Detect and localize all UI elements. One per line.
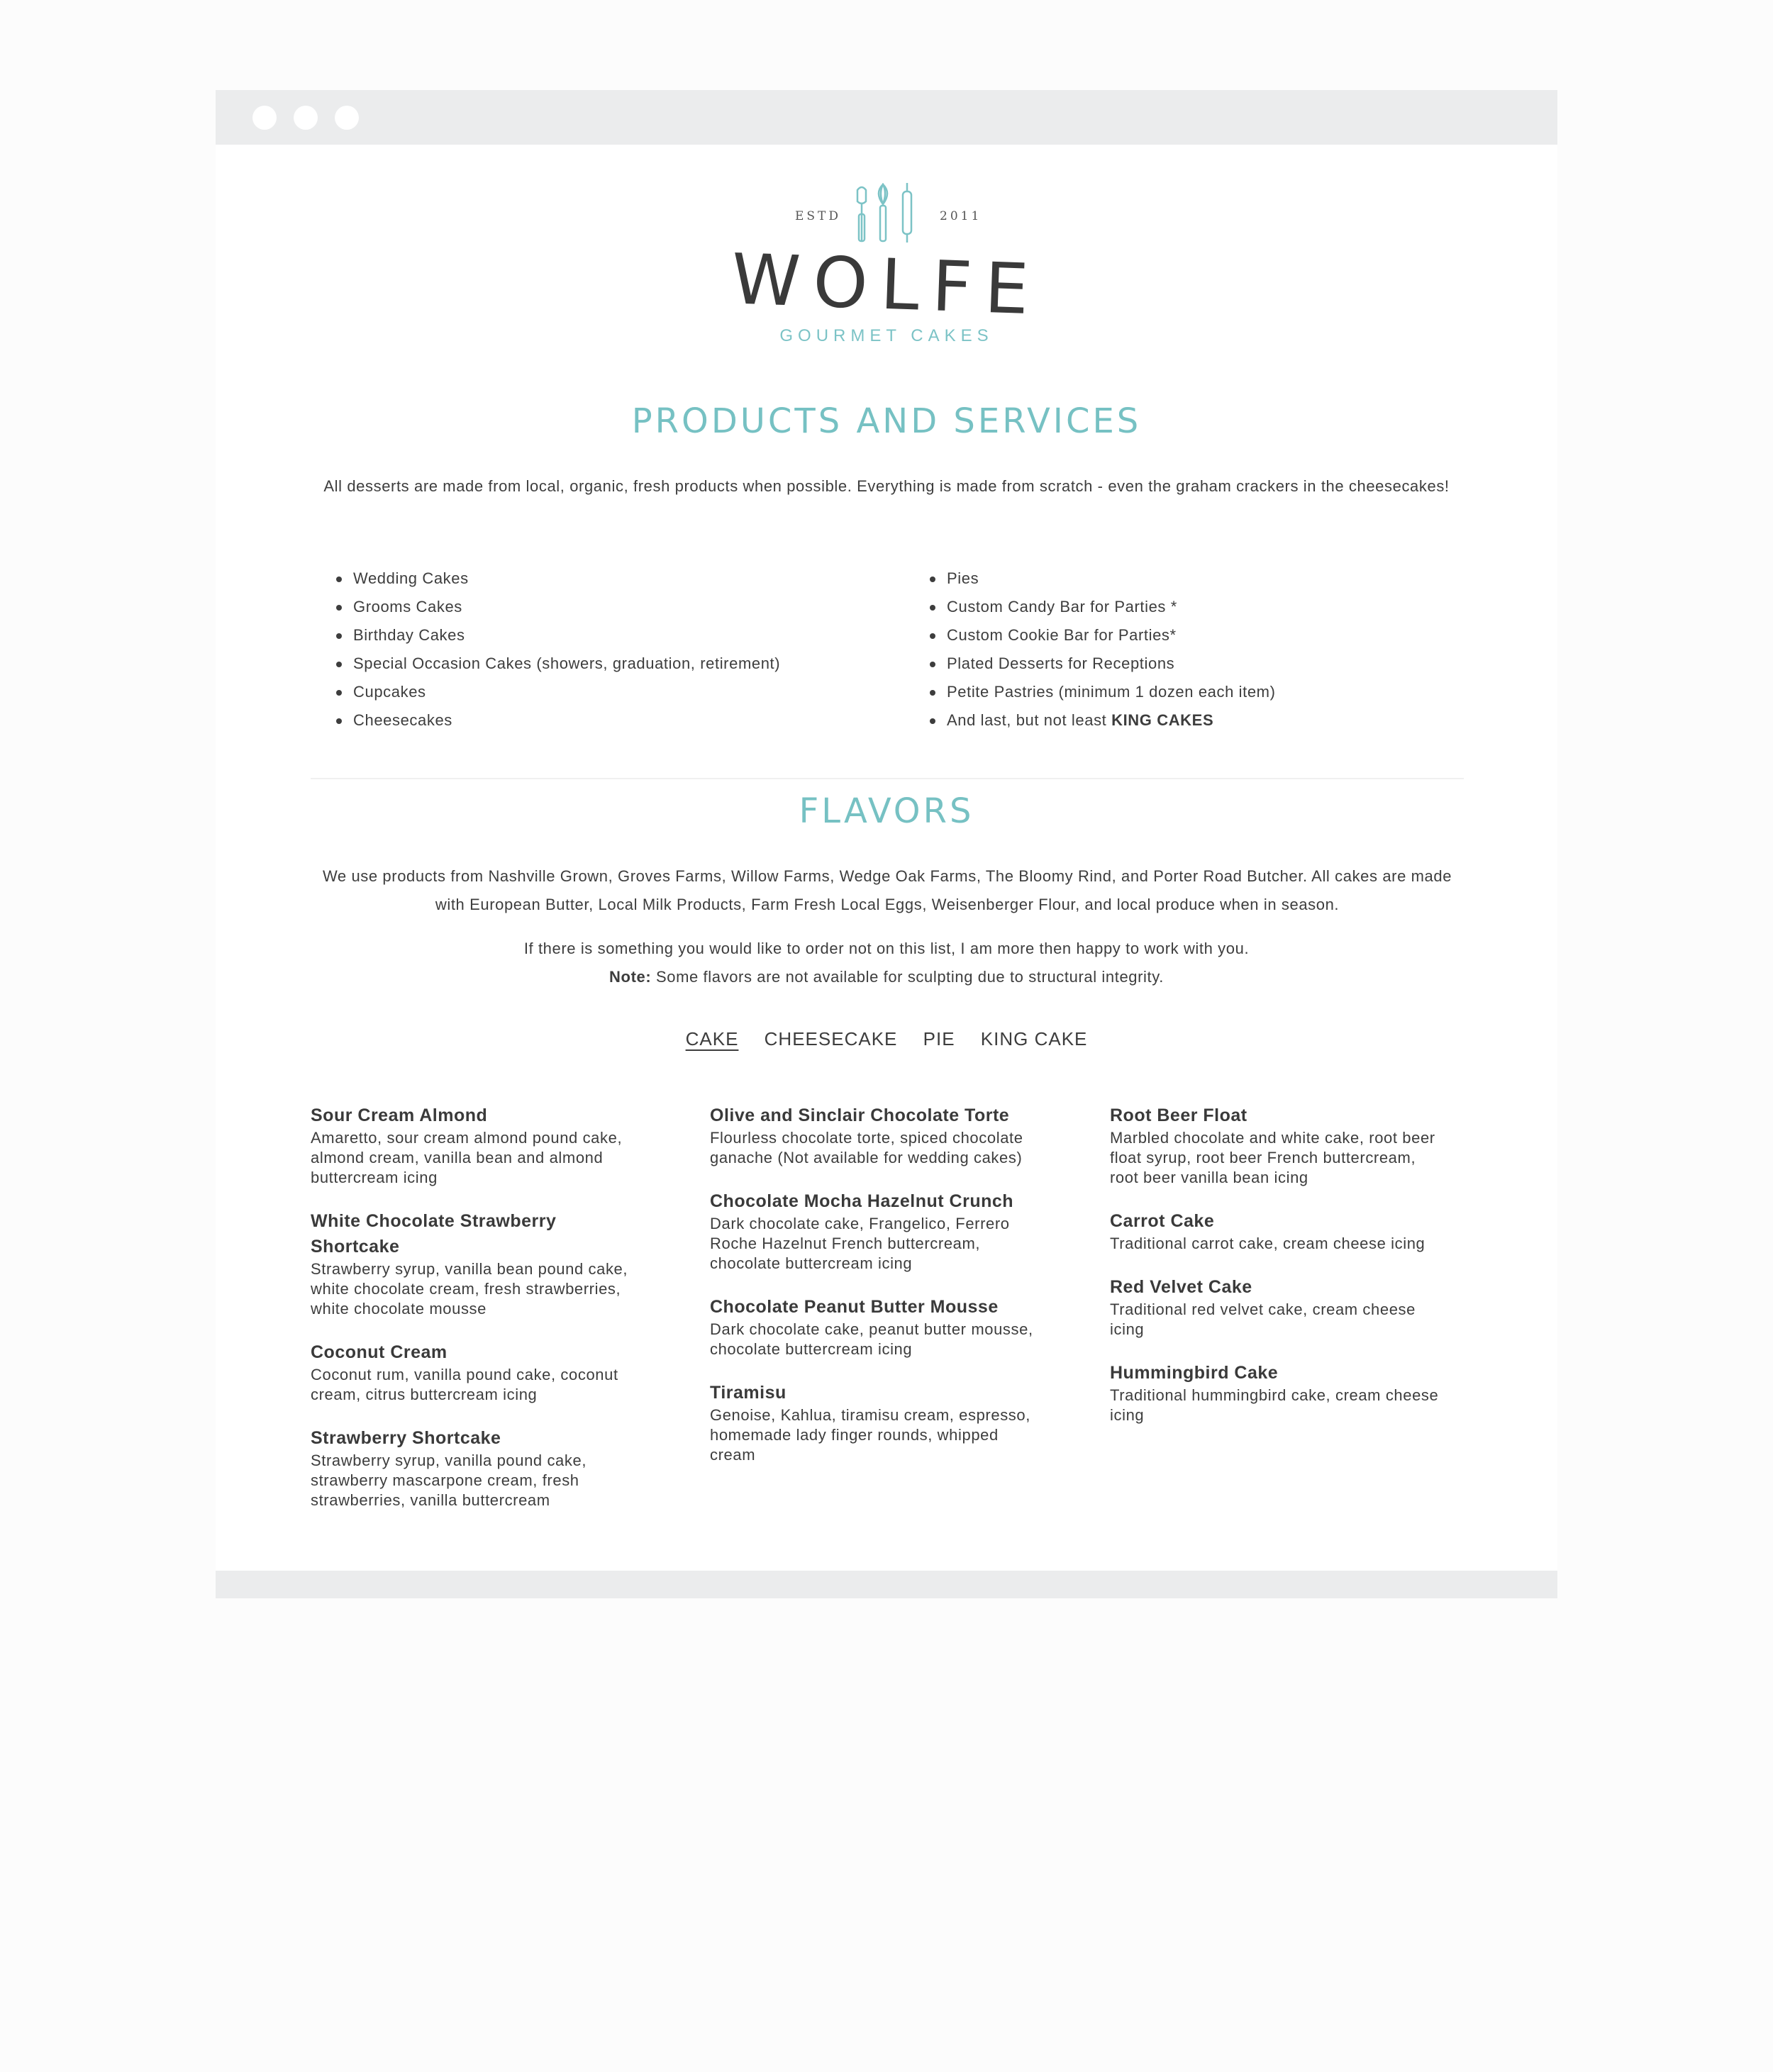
flavor-item (710, 1380, 1043, 1465)
flavor-column-3 (1110, 1103, 1443, 1446)
note-text: Some flavors are not available for sculpting due to structural integrity. (651, 968, 1164, 986)
section-divider (311, 778, 1464, 779)
flavor-column-2 (710, 1103, 1043, 1486)
list-item: Cupcakes (335, 678, 831, 706)
flavor-name: Red Velvet Cake (1110, 1277, 1252, 1297)
list-item: Petite Pastries (minimum 1 dozen each item) (928, 678, 1425, 706)
flavor-item (1110, 1103, 1443, 1188)
tab-pie[interactable]: PIE (923, 1028, 955, 1049)
flavor-name: Coconut Cream (311, 1342, 448, 1362)
flavor-desc: Traditional carrot cake, cream cheese icing (1110, 1235, 1425, 1252)
tab-cheesecake[interactable]: CHEESECAKE (764, 1028, 898, 1049)
list-item: Grooms Cakes (335, 593, 831, 621)
logo-estd: ESTD (795, 209, 842, 223)
flavor-desc: Strawberry syrup, vanilla pound cake, strawberry mascarpone cream, fresh strawberries, vanilla buttercream (311, 1452, 587, 1509)
flavor-item (1110, 1208, 1443, 1254)
list-item: Pies (928, 564, 1425, 593)
flavor-desc: Marbled chocolate and white cake, root beer float syrup, root beer French buttercream, root beer vanilla bean icing (1110, 1129, 1435, 1186)
flavor-desc: Strawberry syrup, vanilla bean pound cake, white chocolate cream, fresh strawberries, white chocolate mousse (311, 1260, 628, 1318)
flavor-item (1110, 1360, 1443, 1425)
flavor-item (710, 1294, 1043, 1359)
flavor-name: Chocolate Peanut Butter Mousse (710, 1297, 999, 1317)
logo-tagline: GOURMET CAKES (779, 326, 994, 345)
flavor-item (311, 1208, 644, 1319)
list-item-king-cakes (928, 706, 1425, 735)
window-close-dot[interactable] (252, 106, 277, 130)
logo-year: 2011 (940, 209, 982, 223)
flavor-item (1110, 1274, 1443, 1339)
tab-king-cake[interactable]: KING CAKE (980, 1028, 1088, 1049)
flavor-desc: Traditional red velvet cake, cream cheese icing (1110, 1300, 1416, 1338)
window-maximize-dot[interactable] (335, 106, 359, 130)
flavor-name: Hummingbird Cake (1110, 1363, 1279, 1383)
flavor-name: Carrot Cake (1110, 1211, 1215, 1231)
flavors-note (305, 963, 1468, 991)
king-cakes-prefix: And last, but not least (947, 711, 1112, 729)
flavor-name: Strawberry Shortcake (311, 1428, 501, 1448)
flavor-desc: Amaretto, sour cream almond pound cake, almond cream, vanilla bean and almond buttercream icing (311, 1129, 623, 1186)
logo-wordmark: WOLFE (730, 239, 1043, 331)
flavor-column-1 (311, 1103, 644, 1531)
flavor-item (710, 1103, 1043, 1168)
flavor-desc: Dark chocolate cake, Frangelico, Ferrero Roche Hazelnut French buttercream, chocolate buttercream icing (710, 1215, 1010, 1272)
list-item: Birthday Cakes (335, 621, 831, 650)
products-title: PRODUCTS AND SERVICES (631, 401, 1142, 441)
list-item: Custom Cookie Bar for Parties* (928, 621, 1425, 650)
flavor-desc: Traditional hummingbird cake, cream cheese icing (1110, 1386, 1439, 1424)
flavor-item (710, 1188, 1043, 1274)
flavor-name: Root Beer Float (1110, 1105, 1247, 1125)
flavors-custom-note: If there is something you would like to order not on this list, I am more then happy to work with you. (523, 940, 1250, 957)
flavors-intro: We use products from Nashville Grown, Groves Farms, Willow Farms, Wedge Oak Farms, The Bloomy Rind, and Porter Road Butcher. All cakes are made with European Butter, Local Milk Products, Farm Fresh Local Eggs, Weisenberger Flour, and local produce when in season. (322, 867, 1452, 913)
products-intro: All desserts are made from local, organic, fresh products when possible. Everything is made from scratch - even the graham crackers in the cheesecakes! (323, 477, 1450, 495)
flavor-item (311, 1103, 644, 1188)
window-minimize-dot[interactable] (294, 106, 318, 130)
flavor-desc: Coconut rum, vanilla pound cake, coconut cream, citrus buttercream icing (311, 1366, 618, 1403)
products-list-left (335, 564, 831, 735)
flavor-name: Chocolate Mocha Hazelnut Crunch (710, 1191, 1014, 1211)
baking-tools-icon (853, 183, 924, 244)
flavor-desc: Flourless chocolate torte, spiced chocolate ganache (Not available for wedding cakes) (710, 1129, 1023, 1166)
flavors-title: FLAVORS (799, 791, 974, 831)
window-titlebar (216, 90, 1557, 145)
flavor-name: Tiramisu (710, 1383, 787, 1403)
list-item: Custom Candy Bar for Parties * (928, 593, 1425, 621)
list-item: Plated Desserts for Receptions (928, 650, 1425, 678)
note-label: Note: (609, 968, 652, 986)
flavor-name: White Chocolate Strawberry Shortcake (311, 1211, 557, 1257)
flavor-desc: Dark chocolate cake, peanut butter mousse, chocolate buttercream icing (710, 1320, 1033, 1358)
flavor-name: Sour Cream Almond (311, 1105, 488, 1125)
flavor-item (311, 1425, 644, 1510)
king-cakes-label: KING CAKES (1111, 711, 1214, 729)
flavor-tabs (0, 1028, 1773, 1050)
window-bottom-bar (216, 1571, 1557, 1598)
products-list-right (928, 564, 1425, 735)
list-item: Wedding Cakes (335, 564, 831, 593)
tab-cake[interactable]: CAKE (685, 1028, 739, 1049)
list-item: Special Occasion Cakes (showers, graduation, retirement) (335, 650, 831, 678)
flavor-desc: Genoise, Kahlua, tiramisu cream, espresso, homemade lady finger rounds, whipped cream (710, 1406, 1030, 1464)
flavor-name: Olive and Sinclair Chocolate Torte (710, 1105, 1010, 1125)
flavor-item (311, 1339, 644, 1405)
list-item: Cheesecakes (335, 706, 831, 735)
